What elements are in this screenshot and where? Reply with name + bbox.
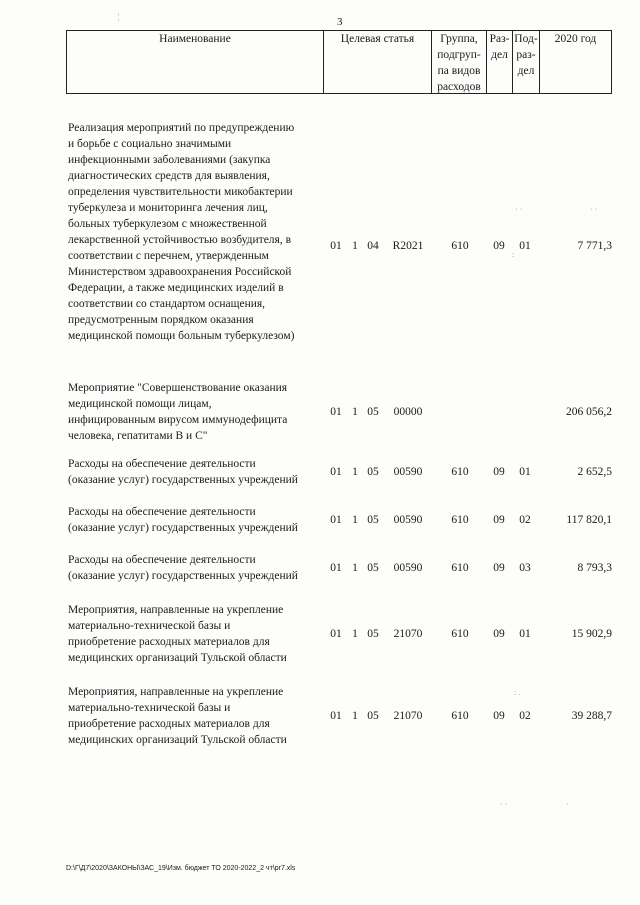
- row-name-line: лекарственной устойчивостью возбудителя, в: [68, 234, 292, 246]
- row-name-line: медицинских организаций Тульской области: [68, 652, 287, 664]
- group-code: 610: [451, 628, 469, 640]
- scan-speck: ¦: [118, 12, 120, 21]
- row-name-line: инфекционными заболеваниями (закупка: [68, 154, 271, 166]
- header-group: Группа, подгруп- па видов расходов: [431, 30, 487, 94]
- group-code: 610: [451, 710, 469, 722]
- row-name-line: Министерством здравоохранения Российской: [68, 266, 292, 278]
- header-name: Наименование: [66, 30, 324, 94]
- row-name-line: человека, гепатитами В и С": [68, 430, 208, 442]
- amount-2020: 7 771,3: [577, 240, 612, 252]
- row-name-line: Мероприятия, направленные на укрепление: [68, 686, 284, 698]
- row-name: [68, 120, 326, 344]
- table-row: [66, 684, 612, 748]
- row-name-line: Мероприятие "Совершенствование оказания: [68, 382, 288, 394]
- code-subprogram: 1: [352, 240, 358, 252]
- row-name: [68, 456, 326, 488]
- row-name-line: медицинских организаций Тульской области: [68, 734, 287, 746]
- table-row: [66, 504, 612, 536]
- row-name-line: соответствии со стандартом оснащения,: [68, 298, 266, 310]
- row-name-line: Расходы на обеспечение деятельности: [68, 458, 256, 470]
- code-direction: 00590: [393, 466, 423, 478]
- row-name: [68, 552, 326, 584]
- row-name-line: материально-технической базы и: [68, 702, 231, 714]
- group-code: 610: [451, 240, 469, 252]
- code-subprogram: 1: [352, 466, 358, 478]
- row-name-line: приобретение расходных материалов для: [68, 718, 270, 730]
- footer-file-path: D:\Г\Д7\2020\ЗАКОНЫ\ЗАС_19\Изм. бюджет ТО 2020-2022_2 чт\pr7.xls: [66, 865, 296, 872]
- code-program: 01: [330, 240, 342, 252]
- code-program: 01: [330, 406, 342, 418]
- row-name-line: больных туберкулезом с множественной: [68, 218, 267, 230]
- code-event: 05: [367, 562, 379, 574]
- header-section: Раз- дел: [486, 30, 513, 94]
- header-subsection: Под- раз- дел: [512, 30, 540, 94]
- table-row: [66, 602, 612, 666]
- table-row: [66, 380, 612, 444]
- code-subprogram: 1: [352, 710, 358, 722]
- code-program: 01: [330, 710, 342, 722]
- scan-speck: · ·: [500, 800, 508, 809]
- section-code: 09: [493, 710, 505, 722]
- table-row: [66, 120, 612, 344]
- header-target-article: Целевая статья: [323, 30, 432, 94]
- row-name-line: туберкулеза и мониторинга лечения лиц,: [68, 202, 268, 214]
- table-row: [66, 552, 612, 584]
- header-year: 2020 год: [539, 30, 612, 94]
- subsection-code: 02: [519, 710, 531, 722]
- amount-2020: 2 652,5: [577, 466, 612, 478]
- row-name-line: и борьбе с социально значимыми: [68, 138, 232, 150]
- code-direction: 21070: [393, 628, 423, 640]
- group-code: 610: [451, 562, 469, 574]
- code-subprogram: 1: [352, 514, 358, 526]
- subsection-code: 01: [519, 628, 531, 640]
- code-direction: 00590: [393, 514, 423, 526]
- row-name-line: медицинской помощи больным туберкулезом): [68, 330, 295, 342]
- row-name-line: материально-технической базы и: [68, 620, 231, 632]
- amount-2020: 117 820,1: [566, 514, 612, 526]
- row-name-line: определения чувствительности микобактерии: [68, 186, 293, 198]
- row-name-line: Реализация мероприятий по предупреждению: [68, 122, 295, 134]
- code-direction: 00590: [393, 562, 423, 574]
- scan-speck: :: [512, 250, 515, 259]
- section-code: 09: [493, 240, 505, 252]
- section-code: 09: [493, 628, 505, 640]
- row-name: [68, 602, 326, 666]
- code-event: 05: [367, 628, 379, 640]
- scan-speck: · ·: [515, 205, 523, 214]
- row-name-line: инфицированным вирусом иммунодефицита: [68, 414, 288, 426]
- row-name-line: приобретение расходных материалов для: [68, 636, 270, 648]
- row-name: [68, 504, 326, 536]
- code-subprogram: 1: [352, 628, 358, 640]
- row-name-line: диагностических средств для выявления,: [68, 170, 270, 182]
- section-code: 09: [493, 466, 505, 478]
- row-name-line: Расходы на обеспечение деятельности: [68, 506, 256, 518]
- page-number: 3: [337, 16, 343, 28]
- row-name: [68, 684, 326, 748]
- table-row: [66, 456, 612, 488]
- code-program: 01: [330, 562, 342, 574]
- row-name-line: Мероприятия, направленные на укрепление: [68, 604, 284, 616]
- code-event: 05: [367, 406, 379, 418]
- code-event: 05: [367, 710, 379, 722]
- group-code: 610: [451, 514, 469, 526]
- section-code: 09: [493, 514, 505, 526]
- code-program: 01: [330, 514, 342, 526]
- row-name-line: Расходы на обеспечение деятельности: [68, 554, 256, 566]
- subsection-code: 02: [519, 514, 531, 526]
- row-name-line: (оказание услуг) государственных учреждений: [68, 474, 298, 486]
- table-header: [66, 30, 612, 94]
- group-code: 610: [451, 466, 469, 478]
- code-direction: 21070: [393, 710, 423, 722]
- row-name-line: Федерации, а также медицинских изделий в: [68, 282, 284, 294]
- amount-2020: 15 902,9: [571, 628, 612, 640]
- section-code: 09: [493, 562, 505, 574]
- code-program: 01: [330, 628, 342, 640]
- row-name: [68, 380, 326, 444]
- row-name-line: (оказание услуг) государственных учреждений: [68, 522, 298, 534]
- scan-speck: : .: [514, 688, 521, 697]
- row-name-line: (оказание услуг) государственных учреждений: [68, 570, 298, 582]
- scan-speck: · ·: [590, 205, 598, 214]
- code-event: 05: [367, 514, 379, 526]
- code-subprogram: 1: [352, 406, 358, 418]
- code-direction: 00000: [393, 406, 423, 418]
- row-name-line: соответствии с перечнем, утвержденным: [68, 250, 269, 262]
- subsection-code: 01: [519, 466, 531, 478]
- subsection-code: 03: [519, 562, 531, 574]
- code-subprogram: 1: [352, 562, 358, 574]
- code-event: 05: [367, 466, 379, 478]
- row-name-line: медицинской помощи лицам,: [68, 398, 212, 410]
- subsection-code: 01: [519, 240, 531, 252]
- amount-2020: 206 056,2: [566, 406, 612, 418]
- code-program: 01: [330, 466, 342, 478]
- amount-2020: 8 793,3: [577, 562, 612, 574]
- scan-speck: ·: [566, 800, 569, 809]
- amount-2020: 39 288,7: [571, 710, 612, 722]
- code-event: 04: [367, 240, 379, 252]
- code-direction: R2021: [392, 240, 424, 252]
- row-name-line: предусмотренным порядком оказания: [68, 314, 254, 326]
